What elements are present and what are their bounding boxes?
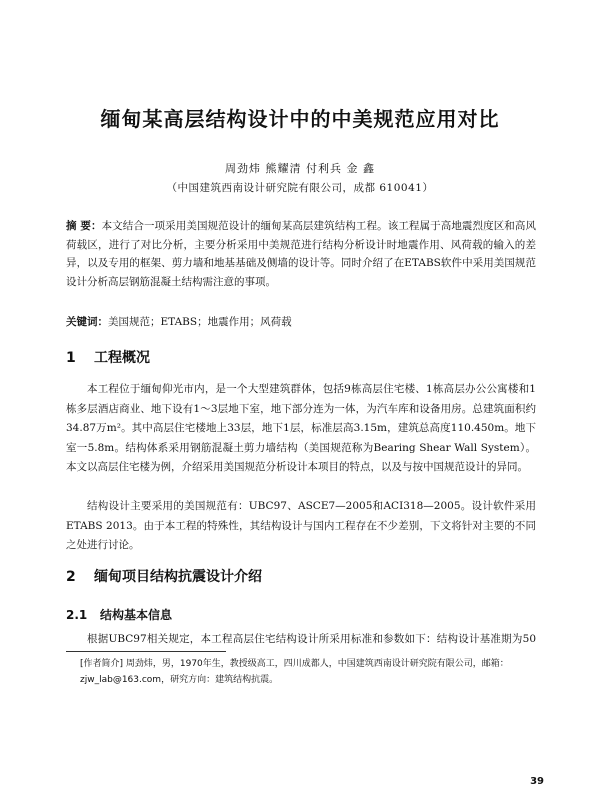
keywords-text: 美国规范；ETABS；地震作用；风荷载 — [108, 316, 292, 328]
page-number: 39 — [530, 776, 544, 787]
affiliation: （中国建筑西南设计研究院有限公司，成都 610041） — [166, 182, 434, 194]
author-footnote: [作者简介] 周劲炜，男，1970年生，教授级高工，四川成都人，中国建筑西南设计研究院有限公司，邮箱：zjw_lab@163.com，研究方向：建筑结构抗震。 — [80, 659, 509, 685]
abstract — [66, 217, 536, 291]
abstract-text: 本文结合一项采用美国规范设计的缅甸某高层建筑结构工程。该工程属于高地震烈度区和高风荷载区，进行了对比分析，主要分析采用中美规范进行结构分析设计时地震作用、风荷载的输入的差异，以及专用的框架、剪力墙和地基基础及侧墙的设计等。同时介绍了在ETABS软件中采用美国规范设计分析高层钢筋混凝土结构需注意的事项。 — [66, 220, 537, 288]
section-2-1-title: 结构基本信息 — [100, 608, 173, 622]
section-2-heading — [66, 566, 262, 586]
section-1-title: 工程概况 — [94, 350, 150, 366]
section-1-paragraph-2: 结构设计主要采用的美国规范有：UBC97、ASCE7—2005和ACI318—2005。设计软件采用ETABS 2013。由于本工程的特殊性，其结构设计与国内工程存在不少差别，下文将针对主要的不同之处进行讨论。 — [66, 500, 536, 551]
section-1-heading — [66, 347, 150, 367]
section-2-1-heading — [66, 606, 172, 623]
section-1-number: 1 — [66, 350, 76, 366]
keywords-label: 关键词： — [66, 316, 108, 328]
author-list: 周劲炜 熊耀清 付利兵 金 鑫 — [225, 162, 375, 175]
section-2-title: 缅甸项目结构抗震设计介绍 — [94, 569, 262, 585]
abstract-label: 摘 要： — [66, 220, 102, 232]
paper-title: 缅甸某高层结构设计中的中美规范应用对比 — [100, 107, 500, 131]
section-2-number: 2 — [66, 569, 76, 585]
section-1-paragraph-1: 本工程位于缅甸仰光市内，是一个大型建筑群体，包括9栋高层住宅楼、1栋高层办公公寓楼和1栋多层酒店商业、地下设有1～3层地下室，地下部分连为一体，为汽车库和设备用房。总建筑面积约34.87万m²。其中高层住宅楼地上33层，地下1层，标准层高3.15m，建筑总高度110.450m。地下室一5.8m。结构体系采用钢筋混凝土剪力墙结构（美国规范称为Bearing Shear Wall System）。本文以高层住宅楼为例，介绍采用美国规范分析设计本项目的特点，以及与按中国规范设计的异同。 — [66, 383, 536, 473]
section-2-1-number: 2.1 — [66, 608, 88, 622]
keywords — [66, 313, 536, 331]
footnote-divider — [66, 651, 226, 652]
section-2-1-paragraph-1: 根据UBC97相关规定，本工程高层住宅结构设计所采用标准和参数如下：结构设计基准期为50 — [87, 633, 536, 645]
